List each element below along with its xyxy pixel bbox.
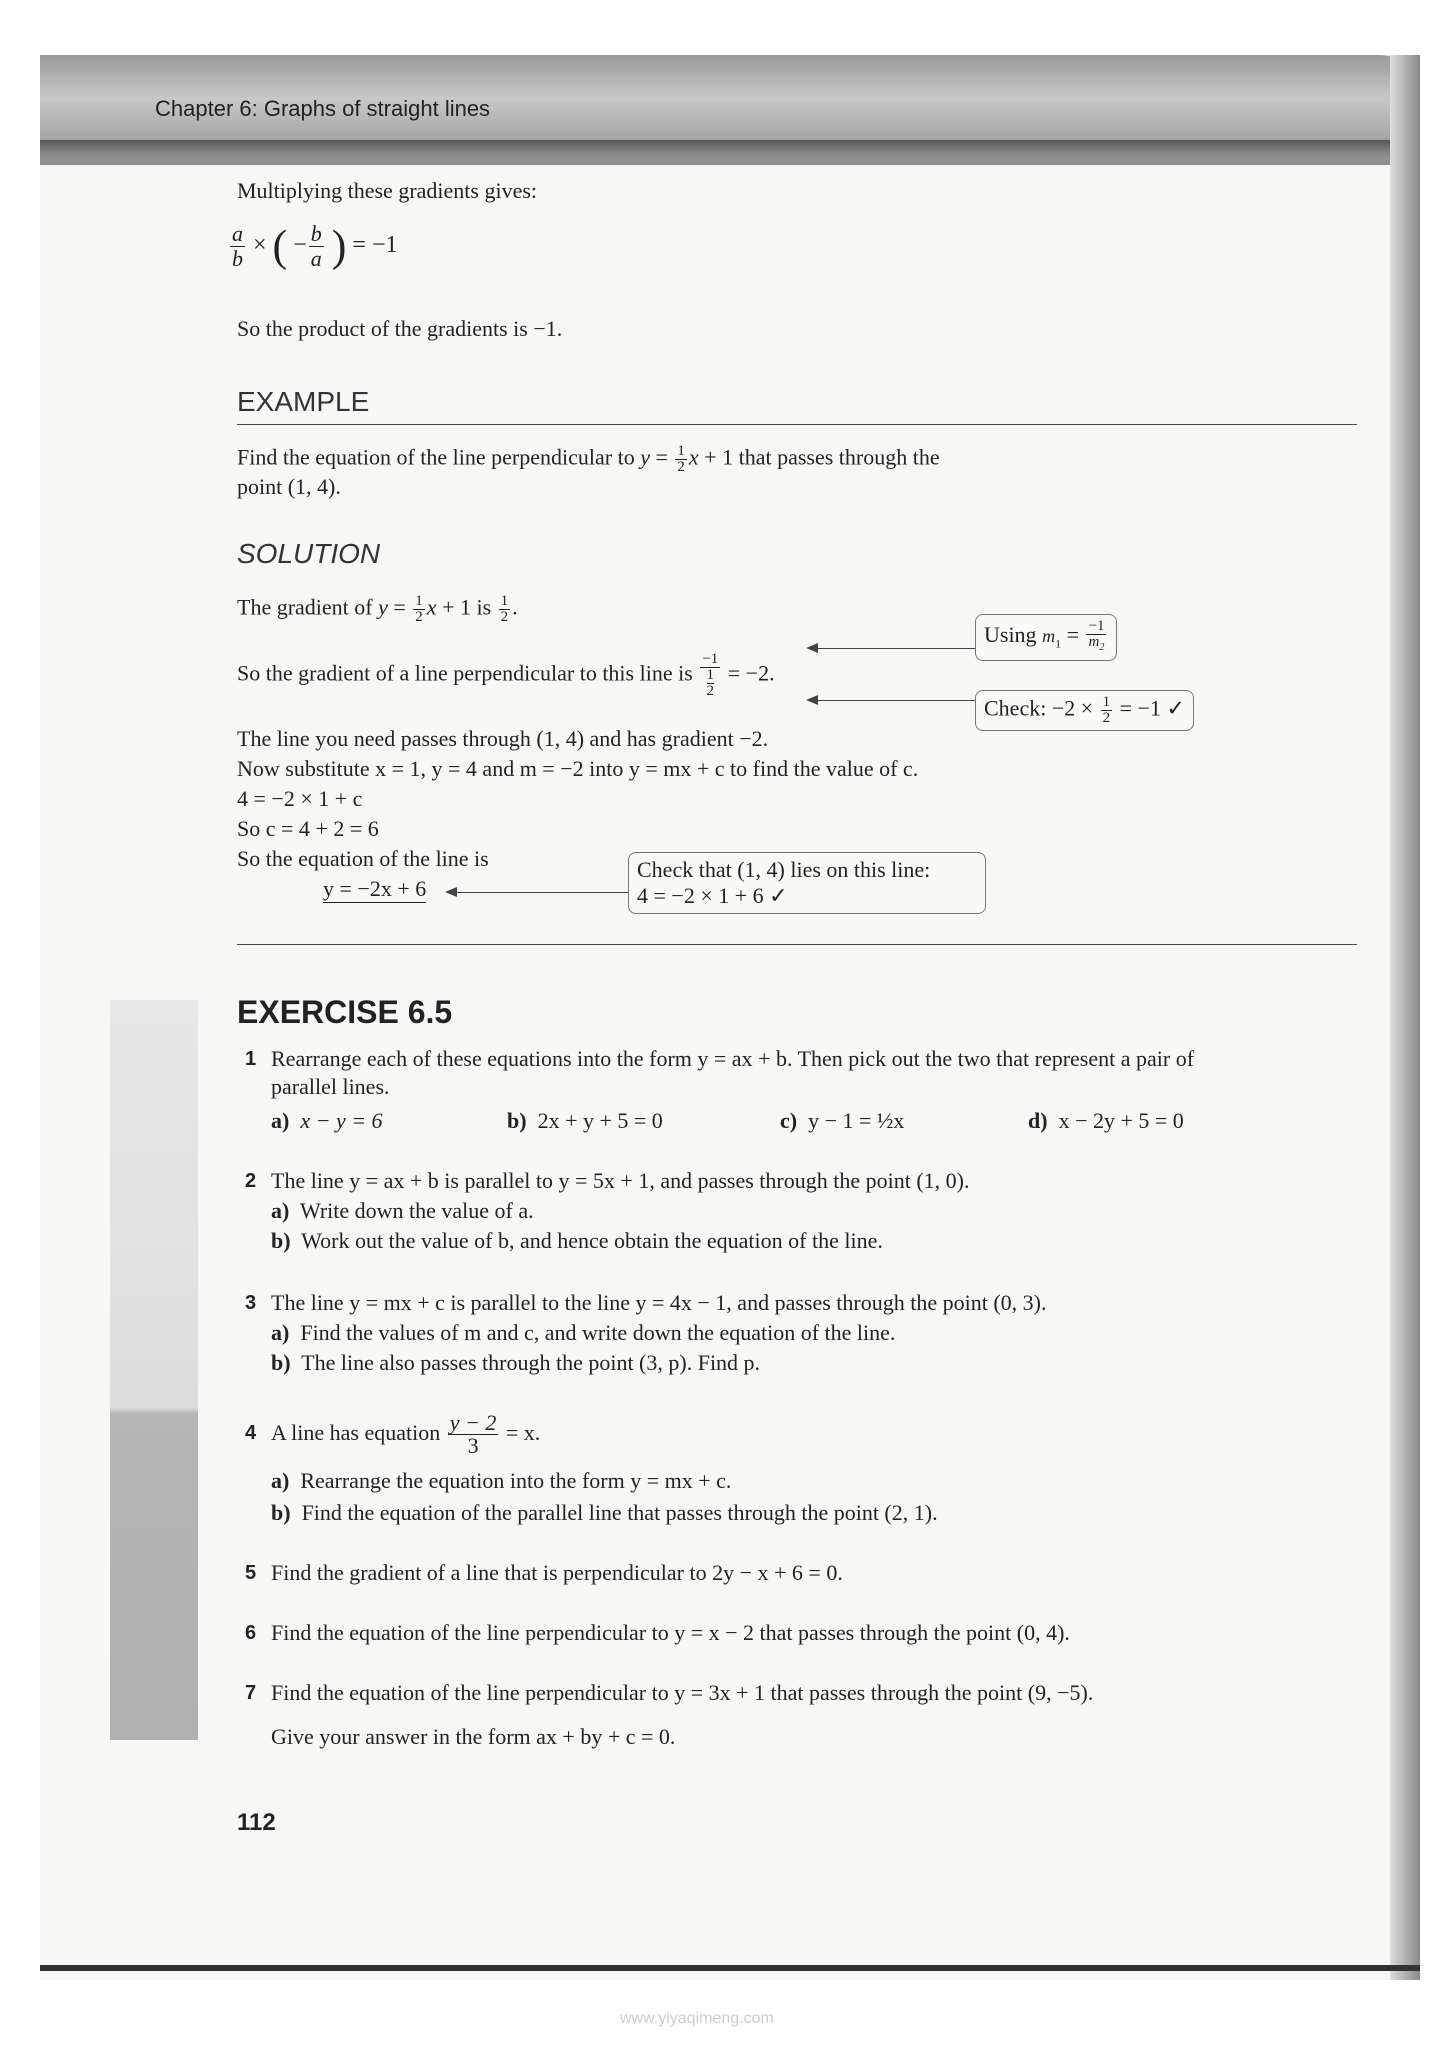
q5-text: Find the gradient of a line that is perpendicular to 2y − x + 6 = 0. (271, 1560, 843, 1585)
q1-c-label: c) (780, 1108, 798, 1133)
q4-frac-num: y − 2 (449, 1410, 497, 1436)
header-shadow (40, 140, 1420, 162)
q4-text2: = x. (505, 1420, 541, 1445)
exercise-heading: EXERCISE 6.5 (237, 994, 453, 1030)
solution-end-rule (237, 944, 1357, 945)
q3-b-label: b) (271, 1350, 291, 1375)
q4-b-label: b) (271, 1500, 291, 1525)
q6-text: Find the equation of the line perpendicular to y = x − 2 that passes through the point (0, 4). (271, 1620, 1070, 1645)
q7-text: Find the equation of the line perpendicular to y = 3x + 1 that passes through the point (9, −5). (271, 1680, 1094, 1705)
q2-a-label: a) (271, 1198, 290, 1223)
q1-part-d (1028, 1108, 1184, 1134)
note-using-text: Using (984, 622, 1037, 648)
example-question-part1: Find the equation of the line perpendicular to (237, 444, 635, 470)
note-check1-end: = −1 ✓ (1119, 695, 1185, 721)
example-heading: EXAMPLE (237, 386, 370, 417)
q1-a-label: a) (271, 1108, 290, 1133)
q1-b-label: b) (507, 1108, 527, 1133)
arrow-to-answer (447, 892, 628, 893)
page-number: 112 (237, 1809, 276, 1836)
solution-line1: The gradient of y = $\frac{1}{2}$ x + 1 is $\frac{1}{2}$ . (237, 593, 518, 625)
q7-number: 7 (245, 1682, 257, 1704)
solution-line6: So c = 4 + 2 = 6 (237, 816, 379, 841)
example-rule (237, 424, 1357, 425)
solution-line4: Now substitute x = 1, y = 4 and m = −2 into y = mx + c to find the value of c. (237, 756, 919, 781)
solution-answer: y = −2x + 6 (323, 876, 427, 901)
solution-line7: So the equation of the line is (237, 846, 489, 871)
q3-part-b (271, 1350, 760, 1376)
q3-a-text: Find the values of m and c, and write down the equation of the line. (300, 1320, 896, 1345)
solution-line2-text: So the gradient of a line perpendicular to this line is (237, 660, 693, 686)
q3-b-text: The line also passes through the point (3, p). Find p. (301, 1350, 761, 1375)
intro-multiplying: Multiplying these gradients gives: (237, 178, 538, 203)
note-check-product: Check: −2 × $\frac{1}{2}$ = −1 ✓ (975, 690, 1194, 731)
note-check2-line1: Check that (1, 4) lies on this line: (637, 857, 931, 882)
q4-frac-den: 3 (467, 1433, 479, 1459)
note-check2-line2: 4 = −2 × 1 + 6 ✓ (637, 883, 788, 908)
q2-b-text: Work out the value of b, and hence obtain the equation of the line. (301, 1228, 883, 1253)
footer-url: www.yiyaqimeng.com (620, 2010, 774, 2027)
q1-b-text: 2x + y + 5 = 0 (537, 1108, 663, 1133)
solution-line2-result: = −2. (727, 660, 775, 686)
q4-text1: A line has equation (271, 1420, 441, 1445)
arrow-to-check (808, 700, 975, 701)
q1-d-text: x − 2y + 5 = 0 (1058, 1108, 1184, 1133)
q1-text: Rearrange each of these equations into the form y = ax + b. Then pick out the two that represent a pair of (271, 1046, 1195, 1071)
solution-line5: 4 = −2 × 1 + c (237, 786, 363, 811)
solution-line2: So the gradient of a line perpendicular to this line is −1 1 2 = −2. (237, 651, 775, 699)
q3-text: The line y = mx + c is parallel to the line y = 4x − 1, and passes through the point (0, 3). (271, 1290, 1047, 1315)
q2-a-text: Write down the value of a. (299, 1198, 534, 1223)
product-result: = −1 (352, 232, 398, 259)
intro-product-text: So the product of the gradients is −1. (237, 316, 563, 341)
q2-part-a (271, 1198, 534, 1224)
solution-line1-a: The gradient of (237, 594, 373, 620)
q1-part-b (507, 1108, 663, 1134)
gradient-product-expression: $\frac{a}{b}$ × ( − $\frac{b}{a}$ ) = −1 (232, 221, 398, 271)
q4-text (271, 1410, 540, 1457)
example-question-line2: point (1, 4). (237, 474, 341, 499)
solution-line1-b: is (476, 594, 492, 620)
q2-number: 2 (245, 1170, 257, 1192)
q1-number: 1 (245, 1048, 257, 1070)
page-right-edge (1390, 55, 1420, 1980)
q4-a-label: a) (271, 1468, 290, 1493)
q4-number: 4 (245, 1422, 257, 1444)
product-denominator: b (232, 246, 243, 271)
q2-text: The line y = ax + b is parallel to y = 5x + 1, and passes through the point (1, 0). (271, 1168, 970, 1193)
q5-number: 5 (245, 1562, 257, 1584)
note-using-formula: Using $m_1$ = $\frac{-1}{m_2}$ (975, 614, 1117, 661)
note-check1-text: Check: −2 × (984, 695, 1094, 721)
q1-text2: parallel lines. (271, 1074, 390, 1099)
solution-line3: The line you need passes through (1, 4) and has gradient −2. (237, 726, 769, 751)
solution-heading: SOLUTION (237, 538, 381, 569)
q2-b-label: b) (271, 1228, 291, 1253)
q4-b-text: Find the equation of the parallel line that passes through the point (2, 1). (301, 1500, 938, 1525)
q2-part-b (271, 1228, 883, 1254)
q4-a-text: Rearrange the equation into the form y = mx + c. (300, 1468, 732, 1493)
q3-number: 3 (245, 1292, 257, 1314)
product-numerator: a (232, 221, 243, 246)
arrow-to-using (808, 648, 975, 649)
q4-part-a (271, 1468, 731, 1494)
q1-c-text: y − 1 = ½x (808, 1108, 905, 1133)
q6-number: 6 (245, 1622, 257, 1644)
page-bottom-edge (40, 1965, 1420, 1971)
example-question: Find the equation of the line perpendicular to y = $\frac{1}{2}$ x + 1 that passes through the (237, 443, 940, 475)
margin-gray-strip (110, 1000, 198, 1740)
q1-d-label: d) (1028, 1108, 1048, 1133)
chapter-title: Chapter 6: Graphs of straight lines (155, 96, 491, 121)
q1-part-c (780, 1108, 904, 1134)
q1-a-text: x − y = 6 (300, 1108, 383, 1133)
example-question-part2: that passes through the (738, 444, 940, 470)
q3-part-a (271, 1320, 895, 1346)
q4-part-b (271, 1500, 938, 1526)
q7-text2: Give your answer in the form ax + by + c = 0. (271, 1724, 676, 1749)
q3-a-label: a) (271, 1320, 290, 1345)
q1-part-a (271, 1108, 383, 1134)
note-check-point (628, 852, 986, 914)
